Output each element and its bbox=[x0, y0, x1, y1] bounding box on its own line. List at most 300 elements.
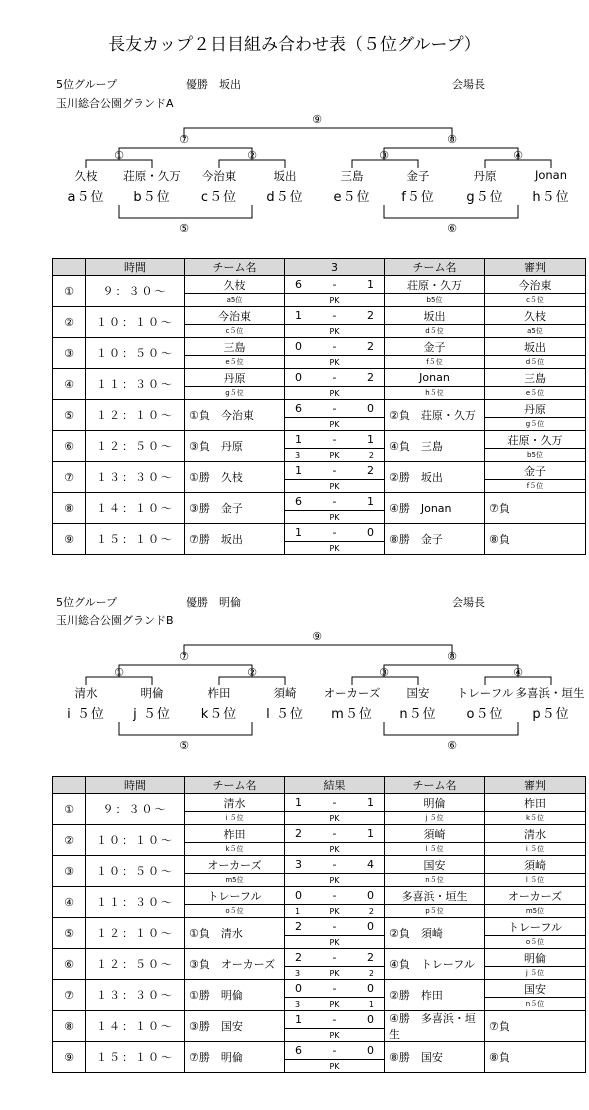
bracket-team: 柞田 bbox=[207, 686, 231, 700]
bracket-team: トレーフル bbox=[456, 686, 514, 700]
team2-name: 金子 bbox=[385, 338, 484, 356]
referee-cell bbox=[485, 949, 586, 980]
score-dash: - bbox=[332, 526, 337, 539]
score-team1: 0 bbox=[295, 371, 302, 384]
bracket-team: 国安 bbox=[406, 686, 430, 700]
team1-seed: o５位 bbox=[225, 907, 244, 915]
pk-label: PK bbox=[329, 419, 340, 429]
team2-name: 多喜浜・垣生 bbox=[385, 887, 484, 905]
team1-cell bbox=[185, 980, 285, 1011]
score-team2: 0 bbox=[366, 889, 374, 902]
match-time: １３：３０～ bbox=[86, 980, 185, 1011]
match-number: ⑨ bbox=[53, 1042, 86, 1073]
bracket-rank: j ５位 bbox=[133, 707, 171, 722]
column-header: チーム名 bbox=[185, 259, 285, 276]
score-cell bbox=[285, 949, 385, 980]
team1-name: ⑦勝 坂出 bbox=[189, 533, 243, 546]
team1-name: トレーフル bbox=[185, 887, 284, 905]
column-header: チーム名 bbox=[385, 777, 485, 794]
column-header bbox=[53, 777, 86, 794]
score-dash: - bbox=[332, 371, 337, 384]
score-team1: 1 bbox=[295, 309, 302, 322]
team2-cell bbox=[385, 887, 485, 918]
score-team1: 6 bbox=[295, 1044, 302, 1057]
venue-label: 玉川総合公園グランドA bbox=[56, 97, 174, 110]
pk-team2: 2 bbox=[368, 450, 374, 460]
score-team1: 2 bbox=[295, 951, 302, 964]
score-team2: 0 bbox=[366, 402, 374, 415]
team1-cell bbox=[185, 825, 285, 856]
pk-label: PK bbox=[329, 844, 340, 854]
score-dash: - bbox=[332, 1044, 337, 1057]
table-row bbox=[53, 949, 586, 980]
referee-seed: e５位 bbox=[525, 389, 545, 397]
pk-label: PK bbox=[329, 450, 340, 460]
score-cell bbox=[285, 887, 385, 918]
group-label: 5位グループ bbox=[56, 78, 118, 91]
match-number: ① bbox=[53, 276, 86, 307]
table-row bbox=[53, 856, 586, 887]
column-header: チーム名 bbox=[185, 777, 285, 794]
bracket-rank: h５位 bbox=[532, 190, 570, 205]
match-number: ⑤ bbox=[53, 400, 86, 431]
referee-name: 金子 bbox=[485, 462, 585, 480]
match-number: ⑧ bbox=[53, 1011, 86, 1042]
team2-seed: n５位 bbox=[425, 876, 444, 884]
team1-seed: e５位 bbox=[225, 358, 244, 366]
referee-name: オーカーズ bbox=[485, 887, 585, 905]
match-time: １１：３０～ bbox=[86, 369, 185, 400]
score-team1: 2 bbox=[295, 920, 302, 933]
team1-seed: m5位 bbox=[225, 876, 244, 884]
score-team1: 6 bbox=[295, 402, 302, 415]
team1-name: ①負 清水 bbox=[189, 927, 243, 940]
bracket-mark: ⑨ bbox=[312, 630, 322, 643]
schedule-table bbox=[52, 776, 586, 1073]
bracket-mark: ⑥ bbox=[447, 222, 457, 235]
bracket-mark: ⑦ bbox=[179, 133, 189, 146]
team1-name: 三島 bbox=[185, 338, 284, 356]
team1-cell bbox=[185, 1042, 285, 1073]
match-number: ② bbox=[53, 825, 86, 856]
score-cell bbox=[285, 1042, 385, 1073]
team2-cell bbox=[385, 949, 485, 980]
score-team1: 1 bbox=[295, 526, 302, 539]
score-dash: - bbox=[332, 827, 337, 840]
pk-label: PK bbox=[329, 906, 340, 916]
referee-name: 国安 bbox=[485, 980, 585, 998]
match-number: ⑤ bbox=[53, 918, 86, 949]
match-time: １０：１０～ bbox=[86, 307, 185, 338]
referee-name: 坂出 bbox=[485, 338, 585, 356]
score-dash: - bbox=[332, 464, 337, 477]
score-team2: 0 bbox=[366, 920, 374, 933]
match-number: ⑦ bbox=[53, 462, 86, 493]
match-number: ④ bbox=[53, 369, 86, 400]
referee-seed: l ５位 bbox=[525, 876, 545, 884]
referee-seed: k５位 bbox=[525, 814, 545, 822]
bracket-team: オーカーズ bbox=[323, 686, 381, 700]
team2-name: 国安 bbox=[385, 856, 484, 874]
team1-name: ①勝 久枝 bbox=[189, 471, 243, 484]
score-team2: 2 bbox=[366, 371, 374, 384]
table-row bbox=[53, 1042, 586, 1073]
team2-cell bbox=[385, 980, 485, 1011]
referee-seed: f５位 bbox=[526, 482, 544, 490]
table-row bbox=[53, 825, 586, 856]
team2-name: ②勝 坂出 bbox=[389, 471, 443, 484]
table-header-row bbox=[53, 777, 586, 794]
pk-label: PK bbox=[329, 357, 340, 367]
team1-cell bbox=[185, 856, 285, 887]
score-team2: 0 bbox=[366, 1044, 374, 1057]
match-time: １２：５０～ bbox=[86, 431, 185, 462]
score-team1: 2 bbox=[295, 827, 302, 840]
team1-seed: g５位 bbox=[225, 389, 244, 397]
column-header: 時間 bbox=[86, 259, 185, 276]
team2-name: ④負 トレーフル bbox=[389, 958, 475, 971]
pk-team2: 1 bbox=[368, 999, 374, 1009]
bracket-mark: ③ bbox=[379, 666, 389, 679]
referee-seed: i ５位 bbox=[525, 845, 545, 853]
score-team1: 3 bbox=[295, 858, 302, 871]
score-team2: 1 bbox=[366, 827, 374, 840]
referee-name: 須崎 bbox=[485, 856, 585, 874]
match-time: ９：３０～ bbox=[86, 794, 185, 825]
bracket-rank: k５位 bbox=[200, 707, 238, 722]
bracket-mark: ④ bbox=[513, 149, 523, 162]
team1-name: ③勝 金子 bbox=[189, 502, 243, 515]
team2-seed: l ５位 bbox=[425, 845, 444, 853]
pk-team1: 3 bbox=[295, 968, 301, 978]
referee-name: ⑧負 bbox=[489, 533, 510, 546]
bracket-team: 多喜浜・垣生 bbox=[515, 686, 585, 700]
referee-seed: n５位 bbox=[525, 1000, 545, 1008]
bracket-team: 清水 bbox=[74, 686, 98, 700]
bracket-rank: m５位 bbox=[331, 707, 373, 722]
bracket-mark: ① bbox=[114, 149, 124, 162]
score-team2: 4 bbox=[366, 858, 374, 871]
match-time: １５：１０～ bbox=[86, 524, 185, 555]
team1-seed: c５位 bbox=[225, 327, 244, 335]
referee-seed: o５位 bbox=[525, 938, 545, 946]
score-dash: - bbox=[332, 858, 337, 871]
bracket-team: 三島 bbox=[340, 169, 364, 183]
score-team2: 0 bbox=[366, 1013, 374, 1026]
column-header: 審判 bbox=[485, 259, 586, 276]
team2-name: 荘原・久万 bbox=[385, 276, 484, 294]
score-dash: - bbox=[332, 402, 337, 415]
team1-cell bbox=[185, 918, 285, 949]
match-time: １０：１０～ bbox=[86, 825, 185, 856]
pk-label: PK bbox=[329, 937, 340, 947]
venue-label: 玉川総合公園グランドB bbox=[56, 614, 174, 627]
table-row bbox=[53, 918, 586, 949]
bracket-rank: o５位 bbox=[466, 707, 504, 722]
team2-seed: p５位 bbox=[425, 907, 444, 915]
venue-chief-label: 会場長 bbox=[452, 78, 485, 91]
bracket-mark: ② bbox=[247, 666, 257, 679]
referee-name: 三島 bbox=[485, 369, 585, 387]
score-dash: - bbox=[332, 982, 337, 995]
bracket-rank: i ５位 bbox=[67, 707, 105, 722]
team1-cell bbox=[185, 1011, 285, 1042]
bracket-rank: e５位 bbox=[333, 190, 371, 205]
table-row bbox=[53, 887, 586, 918]
referee-seed: c５位 bbox=[526, 296, 544, 304]
bracket-mark: ④ bbox=[513, 666, 523, 679]
column-header: チーム名 bbox=[385, 259, 485, 276]
bracket-team: 丹原 bbox=[473, 169, 497, 183]
referee-seed: j ５位 bbox=[525, 969, 545, 977]
team2-seed: j ５位 bbox=[425, 814, 444, 822]
pk-label: PK bbox=[329, 968, 340, 978]
team2-name: ②勝 柞田 bbox=[389, 989, 443, 1002]
score-dash: - bbox=[332, 1013, 337, 1026]
bracket-mark: ⑨ bbox=[312, 113, 322, 126]
winner-label: 優勝 明倫 bbox=[186, 596, 241, 609]
team1-name: 柞田 bbox=[185, 825, 284, 843]
team1-seed: a5位 bbox=[226, 296, 243, 304]
referee-seed: m5位 bbox=[525, 907, 545, 915]
bracket-mark: ② bbox=[247, 149, 257, 162]
referee-name: 荘原・久万 bbox=[485, 431, 585, 449]
score-team2: 1 bbox=[366, 278, 374, 291]
bracket-mark: ③ bbox=[379, 149, 389, 162]
bracket-team: 金子 bbox=[406, 169, 430, 183]
referee-seed: b5位 bbox=[527, 451, 543, 459]
referee-cell bbox=[485, 887, 586, 918]
pk-team1: 3 bbox=[295, 999, 301, 1009]
team1-name: 丹原 bbox=[185, 369, 284, 387]
match-time: １２：１０～ bbox=[86, 400, 185, 431]
match-number: ⑥ bbox=[53, 949, 86, 980]
match-number: ③ bbox=[53, 856, 86, 887]
referee-name: 柞田 bbox=[485, 794, 585, 812]
pk-label: PK bbox=[329, 813, 340, 823]
column-header: 3 bbox=[285, 259, 385, 276]
bracket-team: 明倫 bbox=[140, 686, 164, 700]
team2-name: ②負 須崎 bbox=[389, 927, 443, 940]
score-team1: 0 bbox=[295, 889, 302, 902]
referee-seed: d５位 bbox=[525, 358, 545, 366]
team1-seed: i ５位 bbox=[225, 814, 244, 822]
score-dash: - bbox=[332, 278, 337, 291]
referee-cell bbox=[485, 794, 586, 825]
score-team1: 1 bbox=[295, 464, 302, 477]
match-time: １５：１０～ bbox=[86, 1042, 185, 1073]
pk-label: PK bbox=[329, 875, 340, 885]
bracket-mark: ⑧ bbox=[447, 650, 457, 663]
bracket-rank: c５位 bbox=[200, 190, 238, 205]
score-dash: - bbox=[332, 309, 337, 322]
score-cell bbox=[285, 1011, 385, 1042]
referee-seed: g５位 bbox=[525, 420, 545, 428]
team2-name: ④勝 Jonan bbox=[389, 502, 452, 515]
score-team2: 2 bbox=[366, 951, 374, 964]
team2-name: 須崎 bbox=[385, 825, 484, 843]
pk-label: PK bbox=[329, 1061, 340, 1071]
page-title: 長友カップ２日目組み合わせ表（５位グループ） bbox=[108, 35, 481, 55]
referee-name: トレーフル bbox=[485, 918, 585, 936]
team1-cell bbox=[185, 794, 285, 825]
match-number: ⑧ bbox=[53, 493, 86, 524]
score-cell bbox=[285, 794, 385, 825]
score-team2: 1 bbox=[366, 433, 374, 446]
score-team2: 0 bbox=[366, 526, 374, 539]
column-header: 審判 bbox=[485, 777, 586, 794]
score-dash: - bbox=[332, 433, 337, 446]
referee-cell bbox=[485, 856, 586, 887]
referee-cell bbox=[485, 918, 586, 949]
pk-team2: 2 bbox=[368, 906, 374, 916]
match-number: ② bbox=[53, 307, 86, 338]
team1-cell bbox=[185, 949, 285, 980]
referee-name: ⑧負 bbox=[489, 1051, 510, 1064]
bracket-mark: ⑤ bbox=[179, 739, 189, 752]
score-team2: 0 bbox=[366, 982, 374, 995]
match-time: １４：１０～ bbox=[86, 493, 185, 524]
score-team1: 0 bbox=[295, 982, 302, 995]
pk-label: PK bbox=[329, 512, 340, 522]
bracket-rank: n５位 bbox=[399, 707, 437, 722]
bracket-team: 今治東 bbox=[201, 169, 237, 183]
column-header: 結果 bbox=[285, 777, 385, 794]
bracket-mark: ⑧ bbox=[447, 133, 457, 146]
score-dash: - bbox=[332, 951, 337, 964]
team1-name: ①勝 明倫 bbox=[189, 989, 243, 1002]
score-team2: 2 bbox=[366, 464, 374, 477]
pk-team2: 2 bbox=[368, 968, 374, 978]
match-number: ④ bbox=[53, 887, 86, 918]
team2-name: 明倫 bbox=[385, 794, 484, 812]
match-time: １２：１０～ bbox=[86, 918, 185, 949]
team1-cell bbox=[185, 887, 285, 918]
match-time: ９：３０～ bbox=[86, 276, 185, 307]
team2-name: Jonan bbox=[385, 369, 484, 387]
referee-cell bbox=[485, 1011, 586, 1042]
group-label: 5位グループ bbox=[56, 596, 118, 609]
bracket-team: 荘原・久万 bbox=[123, 169, 181, 183]
referee-name: ⑦負 bbox=[489, 502, 510, 515]
bracket-rank: a５位 bbox=[67, 190, 105, 205]
team2-cell bbox=[385, 856, 485, 887]
score-team2: 1 bbox=[366, 796, 374, 809]
team1-name: 今治東 bbox=[185, 307, 284, 325]
match-time: １３：３０～ bbox=[86, 462, 185, 493]
bracket-team: Jonan bbox=[534, 168, 568, 182]
score-team1: 0 bbox=[295, 340, 302, 353]
match-number: ⑨ bbox=[53, 524, 86, 555]
team2-cell bbox=[385, 1011, 485, 1042]
venue-chief-label: 会場長 bbox=[452, 596, 485, 609]
score-dash: - bbox=[332, 340, 337, 353]
match-number: ⑦ bbox=[53, 980, 86, 1011]
bracket-team: 坂出 bbox=[273, 169, 297, 183]
bracket-rank: g５位 bbox=[466, 190, 504, 205]
pk-label: PK bbox=[329, 999, 340, 1009]
pk-team1: 3 bbox=[295, 450, 301, 460]
team2-name: 坂出 bbox=[385, 307, 484, 325]
score-team1: 6 bbox=[295, 495, 302, 508]
team2-name: ⑧勝 国安 bbox=[389, 1051, 443, 1064]
bracket-team: 須崎 bbox=[273, 686, 297, 700]
score-cell bbox=[285, 825, 385, 856]
team2-cell bbox=[385, 1042, 485, 1073]
bracket-rank: f５位 bbox=[401, 190, 435, 205]
table-row bbox=[53, 1011, 586, 1042]
referee-name: 丹原 bbox=[485, 400, 585, 418]
referee-name: ⑦負 bbox=[489, 1020, 510, 1033]
pk-label: PK bbox=[329, 388, 340, 398]
match-time: １２：５０～ bbox=[86, 949, 185, 980]
team2-seed: h５位 bbox=[425, 389, 444, 397]
team1-name: 清水 bbox=[185, 794, 284, 812]
team1-name: 久枝 bbox=[185, 276, 284, 294]
match-time: １０：５０～ bbox=[86, 856, 185, 887]
pk-label: PK bbox=[329, 1030, 340, 1040]
score-team1: 1 bbox=[295, 433, 302, 446]
team2-cell bbox=[385, 825, 485, 856]
match-time: １０：５０～ bbox=[86, 338, 185, 369]
pk-label: PK bbox=[329, 295, 340, 305]
bracket-rank: p５位 bbox=[532, 707, 570, 722]
bracket-rank: l ５位 bbox=[266, 707, 304, 722]
team2-seed: d５位 bbox=[425, 327, 444, 335]
referee-name: 今治東 bbox=[485, 276, 585, 294]
score-dash: - bbox=[332, 889, 337, 902]
score-cell bbox=[285, 918, 385, 949]
score-team1: 1 bbox=[295, 796, 302, 809]
team2-cell bbox=[385, 794, 485, 825]
score-team2: 2 bbox=[366, 309, 374, 322]
score-team2: 2 bbox=[366, 340, 374, 353]
pk-team1: 1 bbox=[295, 906, 301, 916]
team2-name: ④勝 多喜浜・垣生 bbox=[389, 1012, 476, 1041]
score-cell bbox=[285, 856, 385, 887]
score-dash: - bbox=[332, 920, 337, 933]
score-team1: 6 bbox=[295, 278, 302, 291]
bracket-mark: ⑦ bbox=[179, 650, 189, 663]
score-dash: - bbox=[332, 495, 337, 508]
referee-seed: a5位 bbox=[527, 327, 543, 335]
column-header: 時間 bbox=[86, 777, 185, 794]
team2-name: ④負 三島 bbox=[389, 440, 443, 453]
referee-cell bbox=[485, 825, 586, 856]
team1-seed: k５位 bbox=[225, 845, 244, 853]
referee-name: 明倫 bbox=[485, 949, 585, 967]
team1-name: オーカーズ bbox=[185, 856, 284, 874]
table-row bbox=[53, 794, 586, 825]
table-row bbox=[53, 980, 586, 1011]
match-number: ① bbox=[53, 794, 86, 825]
referee-name: 清水 bbox=[485, 825, 585, 843]
match-time: １４：１０～ bbox=[86, 1011, 185, 1042]
pk-label: PK bbox=[329, 481, 340, 491]
team1-name: ③勝 国安 bbox=[189, 1020, 243, 1033]
score-team1: 1 bbox=[295, 1013, 302, 1026]
pk-label: PK bbox=[329, 326, 340, 336]
referee-cell bbox=[485, 980, 586, 1011]
match-number: ③ bbox=[53, 338, 86, 369]
match-time: １１：３０～ bbox=[86, 887, 185, 918]
team2-seed: b5位 bbox=[426, 296, 443, 304]
team1-name: ⑦勝 明倫 bbox=[189, 1051, 243, 1064]
bracket-mark: ⑤ bbox=[179, 222, 189, 235]
team1-name: ③負 丹原 bbox=[189, 440, 243, 453]
referee-name: 久枝 bbox=[485, 307, 585, 325]
team2-name: ②負 荘原・久万 bbox=[389, 409, 476, 422]
